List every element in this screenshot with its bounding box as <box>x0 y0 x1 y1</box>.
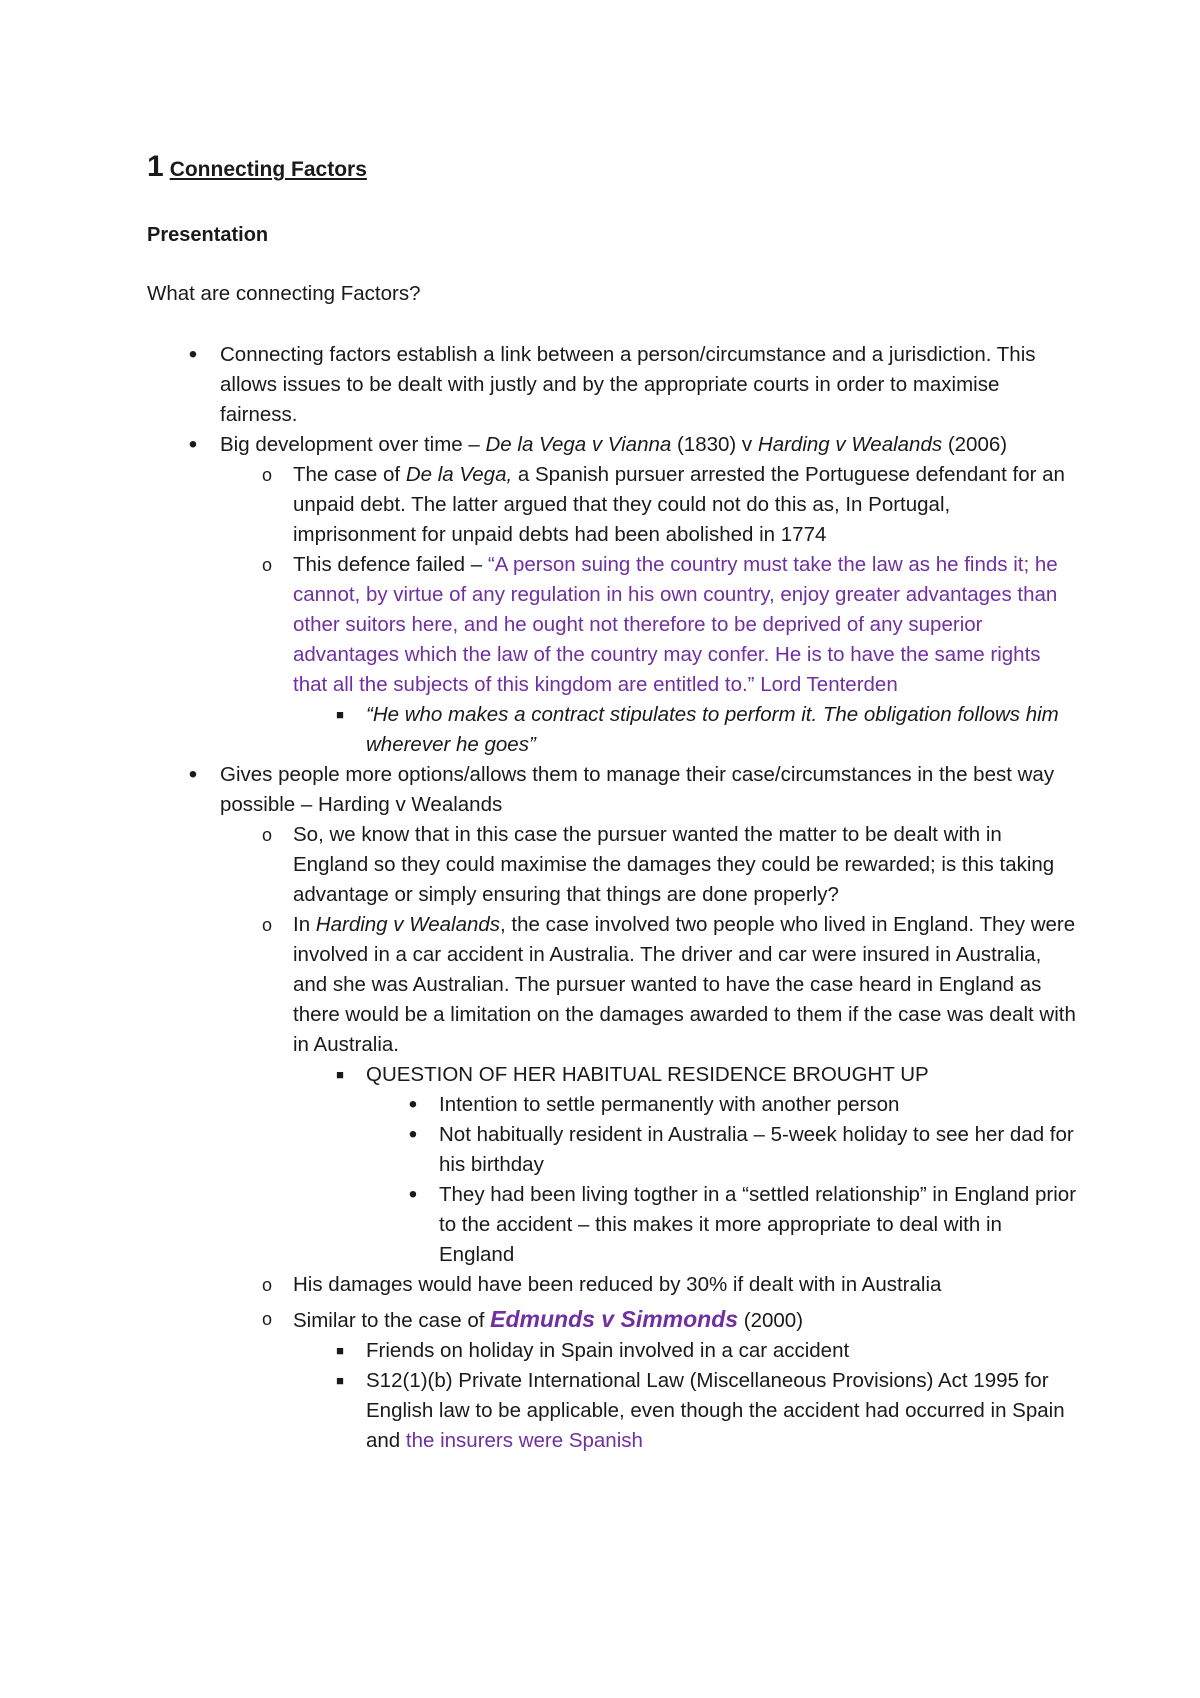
bullet-marker: • <box>188 761 198 788</box>
list-item: • Gives people more options/allows them to manage their case/circumstances in the best way possible – Harding v Wealands <box>147 760 1077 820</box>
quote-lord-tenterden: “A person suing the country must take the law as he finds it; he cannot, by virtue of any regulation in his own country, enjoy greater advantages than other suitors here, and he ought not therefore to be deprived of any superior advantages which the law of the country may confer. He is to have the same rights that all the subjects of this kingdom are entitled to.” Lord Tenterden <box>293 553 1058 696</box>
list-item: • Intention to settle permanently with another person <box>147 1090 1077 1120</box>
list-item: • Not habitually resident in Australia – 5-week holiday to see her dad for his birthday <box>147 1120 1077 1180</box>
case-name-edmunds: Edmunds v Simmonds <box>490 1306 739 1332</box>
bullet-marker: ■ <box>336 1343 344 1358</box>
list-item: o This defence failed – “A person suing the country must take the law as he finds it; he cannot, by virtue of any regulation in his own country, enjoy greater advantages than other suitors here, and he ought not therefore to be deprived of any superior advantages which the law of the country may confer. He is to have the same rights that all the subjects of this kingdom are entitled to.” Lord Tenterden <box>147 550 1077 700</box>
list-item: o His damages would have been reduced by 30% if dealt with in Australia <box>147 1270 1077 1300</box>
bullet-list <box>147 340 1077 1456</box>
list-item: • Connecting factors establish a link between a person/circumstance and a jurisdiction. This allows issues to be dealt with justly and by the appropriate courts in order to maximise fairness. <box>147 340 1077 430</box>
subheading: Presentation <box>147 224 269 246</box>
list-item: • They had been living togther in a “settled relationship” in England prior to the accident – this makes it more appropriate to deal with in England <box>147 1180 1077 1270</box>
bullet-marker: • <box>188 431 198 458</box>
list-item: o So, we know that in this case the pursuer wanted the matter to be dealt with in England so they could maximise the damages they could be rewarded; is this taking advantage or simply ensuring that things are done properly? <box>147 820 1077 910</box>
bullet-marker: o <box>261 555 272 575</box>
list-item: ■ “He who makes a contract stipulates to perform it. The obligation follows him wherever he goes” <box>147 700 1077 760</box>
bullet-marker: ■ <box>336 1067 344 1082</box>
bullet-marker: • <box>408 1181 418 1208</box>
section-number: 1 <box>147 150 164 183</box>
bullet-marker: o <box>261 915 272 935</box>
bullet-marker: o <box>261 1309 272 1329</box>
section-heading <box>147 150 367 184</box>
bullet-marker: o <box>261 1275 272 1295</box>
bullet-marker: • <box>408 1091 418 1118</box>
bullet-marker: • <box>188 341 198 368</box>
bullet-marker: ■ <box>336 1373 344 1388</box>
bullet-marker: • <box>408 1121 418 1148</box>
section-title: Connecting Factors <box>169 158 367 181</box>
list-item: o In Harding v Wealands, the case involved two people who lived in England. They were involved in a car accident in Australia. The driver and car were insured in Australia, and she was Australian. The pursuer wanted to have the case heard in England as there would be a limitation on the damages awarded to them if the case was dealt with in Australia. <box>147 910 1077 1060</box>
list-item: • Big development over time – De la Vega v Vianna (1830) v Harding v Wealands (2006) <box>147 430 1077 460</box>
list-item: o Similar to the case of Edmunds v Simmonds (2000) <box>147 1304 1077 1336</box>
list-item: ■ S12(1)(b) Private International Law (Miscellaneous Provisions) Act 1995 for English law to be applicable, even though the accident had occurred in Spain and the insurers were Spanish <box>147 1366 1077 1456</box>
bullet-marker: o <box>261 465 272 485</box>
list-item: o The case of De la Vega, a Spanish pursuer arrested the Portuguese defendant for an unpaid debt. The latter argued that they could not do this as, In Portugal, imprisonment for unpaid debts had been abolished in 1774 <box>147 460 1077 550</box>
question-text: What are connecting Factors? <box>147 282 421 305</box>
bullet-marker: ■ <box>336 707 344 722</box>
list-item: ■ QUESTION OF HER HABITUAL RESIDENCE BROUGHT UP <box>147 1060 1077 1090</box>
bullet-marker: o <box>261 825 272 845</box>
list-item: ■ Friends on holiday in Spain involved in a car accident <box>147 1336 1077 1366</box>
